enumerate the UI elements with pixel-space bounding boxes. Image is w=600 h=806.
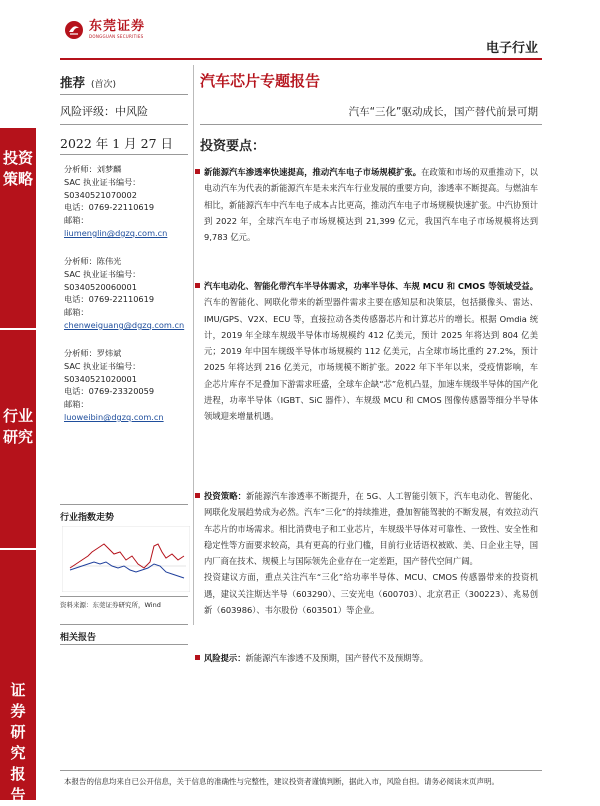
side-banner: [0, 128, 36, 804]
keypoint-lead: 风险提示：: [204, 653, 246, 663]
report-subtitle: 汽车“三化”驱动成长，国产替代前景可期: [348, 106, 538, 118]
keypoint-lead: 投资策略：: [204, 491, 247, 501]
analyst-email-link[interactable]: liumenglin@dgzq.com.cn: [64, 227, 168, 238]
keypoint-1: [204, 164, 538, 245]
header-rule: [60, 58, 542, 60]
bullet-icon: [195, 169, 200, 174]
side-label-securities-report: 证券研究报告: [10, 681, 26, 804]
analyst-email-label: 邮箱：: [64, 307, 89, 318]
logo-name: 东莞证券: [89, 19, 146, 34]
analyst-email-label: 邮箱：: [64, 215, 89, 226]
company-logo: [64, 20, 145, 40]
analyst-phone: 电话：0769-22110619: [64, 294, 155, 305]
analyst-cert: S0340520060001: [64, 281, 137, 292]
logo-mark-icon: [64, 20, 84, 40]
bullet-icon: [195, 493, 200, 498]
side-label-research: 行业研究: [2, 407, 33, 446]
analyst-email-link[interactable]: chenweiguang@dgzq.com.cn: [64, 319, 185, 330]
chart-title: 行业指数走势: [60, 513, 115, 523]
analyst-phone: 电话：0769-23320059: [64, 386, 155, 397]
divider: [60, 596, 188, 597]
analyst-email-label: 邮箱：: [64, 399, 89, 410]
keypoint-2: [204, 278, 538, 425]
logo-english: DONGGUAN SECURITIES: [89, 34, 144, 39]
bullet-icon: [195, 655, 200, 660]
footer-rule: [60, 770, 542, 771]
analyst-phone: 电话：0769-22110619: [64, 202, 155, 213]
side-separator: [0, 328, 36, 330]
keypoint-lead: 新能源汽车渗透率快速提高，推动汽车电子市场规模扩张。: [204, 167, 422, 177]
keypoint-4: [204, 650, 538, 666]
column-divider: [193, 65, 194, 625]
index-trend-chart: [62, 526, 190, 592]
analyst-cert: S0340521020001: [64, 373, 137, 384]
analyst-cert-label: SAC 执业证书编号：: [64, 268, 141, 279]
side-separator: [0, 548, 36, 550]
risk-level: 风险评级：中风险: [60, 105, 148, 118]
divider: [60, 154, 188, 155]
industry-label: 电子行业: [485, 41, 538, 56]
keypoint-body: 新能源汽车渗透不及预期，国产替代不及预期等。: [245, 653, 429, 663]
disclaimer: 本报告的信息均来自已公开信息，关于信息的准确性与完整性，建议投资者谨慎判断，据此入市，风险自担。请务必阅读末页声明。: [64, 777, 499, 786]
rating-note: (首次): [91, 80, 117, 90]
keypoint-3: [204, 488, 538, 618]
chart-source: 资料来源：东莞证券研究所，Wind: [60, 601, 161, 609]
divider: [60, 624, 188, 625]
divider: [60, 644, 188, 645]
keypoints-title: 投资要点：: [200, 139, 266, 154]
rating: [60, 73, 116, 91]
analyst-name: 分析师：陈伟光: [64, 256, 122, 266]
report-date: 2022 年 1 月 27 日: [60, 136, 174, 151]
report-title: 汽车芯片专题报告: [200, 72, 321, 90]
keypoint-extra: 投资建议方面，重点关注汽车“三化”给功率半导体、MCU、CMOS 传感器带来的投资机遇，建议关注斯达半导（603290）、三安光电（600703）、北京君正（300223）、兆易创新（603986）、韦尔股份（603501）等企业。: [204, 572, 538, 616]
bullet-icon: [195, 283, 200, 288]
analyst-name: 分析师：罗炜斌: [64, 348, 122, 358]
divider: [60, 124, 188, 125]
keypoint-body: 汽车的智能化、网联化带来的新型器件需求主要在感知层和决策层，包括摄像头、雷达、IMU/GPS、V2X、ECU 等，直接拉动各类传感器芯片和计算芯片的增长。根据 Omdia 统计，2019 年全球车规级半导体市场规模约 412 亿美元，预计 2025 年将达到 804 亿美元；2019 年中国车规级半导体市场规模约 112 亿美元，占全球市场比重约 27.2%，预计 2025 年将达到 216 亿美元，市场规模不断扩张。2022 年下半年以来，受疫情影响，车企芯片库存不足叠加下游需求旺盛，全球车企缺“芯”危机凸显，加速车规级半导体的国产化进程，功率半导体（IGBT、SiC 器件）、车规级 MCU 和 CMOS 图像传感器等细分半导体领域迎来增量机遇。: [204, 297, 538, 422]
analyst-cert-label: SAC 执业证书编号：: [64, 176, 141, 187]
keypoint-body: 在政策和市场的双重推动下，以电动汽车为代表的新能源汽车是未来汽车行业发展的重要方向，渗透率不断提高。与燃油车相比，新能源汽车中汽车电子成本占比更高，推动汽车电子市场规模快速扩张。中汽协预计到 2022 年，全球汽车电子市场规模达到 21,399 亿元，我国汽车电子市场规模将达到 9,783 亿元。: [204, 167, 538, 243]
divider: [200, 124, 542, 125]
rating-value: 推荐: [60, 75, 86, 90]
analyst-email-link[interactable]: luoweibin@dgzq.com.cn: [64, 411, 164, 422]
keypoint-lead: 汽车电动化、智能化带汽车半导体需求，功率半导体、车规 MCU 和 CMOS 等领域受益。: [204, 281, 538, 291]
analyst-card: [64, 255, 184, 332]
analyst-cert: S0340521070002: [64, 189, 137, 200]
keypoint-body: 新能源汽车渗透率不断提升，在 5G、人工智能引领下，汽车电动化、智能化、网联化发展趋势成为必然。汽车“三化”的持续推进，叠加智能驾驶的不断发展，有效拉动汽车芯片的市场需求。相比消费电子和工业芯片，车规级半导体对可靠性、一致性、安全性和稳定性等方面要求较高，具有更高的行业门槛，目前行业话语权被欧、美、日企业主导，国内厂商在技术、规模上与国际领先企业存在一定差距，国产替代空间广阔。: [204, 491, 538, 567]
side-label-strategy: 投资策略: [2, 149, 33, 188]
divider: [60, 504, 188, 505]
analyst-name: 分析师：刘梦麟: [64, 164, 122, 174]
related-reports-title: 相关报告: [60, 633, 97, 643]
divider: [60, 94, 188, 95]
analyst-cert-label: SAC 执业证书编号：: [64, 360, 141, 371]
analyst-card: [64, 163, 167, 240]
analyst-card: [64, 347, 164, 424]
